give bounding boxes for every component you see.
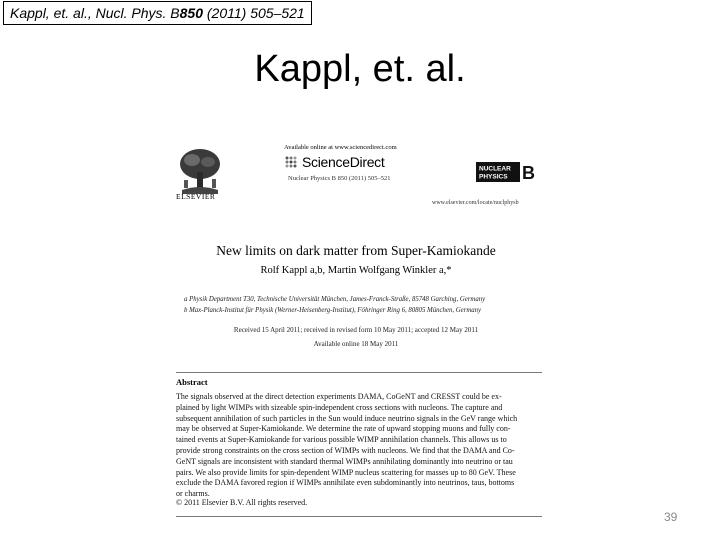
journal-logo-line-1: NUCLEAR [479,165,511,173]
citation-volume: 850 [179,5,203,21]
journal-logo-line-2: PHYSICS [479,173,508,181]
sciencedirect-logo [284,154,384,170]
citation-prefix: Kappl, et. al., Nucl. Phys. B [10,5,180,21]
abstract-line: exclude the DAMA favored region if WIMPs annihilate even subdominantly into neutrinos, taus, bottoms [176,478,515,488]
paper-screenshot [170,140,542,518]
abstract-line: or charms. [176,489,210,499]
abstract-line: The signals observed at the direct detection experiments DAMA, CoGeNT and CRESST could be ex- [176,392,502,401]
sciencedirect-dots-icon [284,155,298,169]
journal-url: www.elsevier.com/locate/nuclphysb [432,200,519,206]
available-online-text: Available online at www.sciencedirect.com [284,144,397,151]
abstract-line: GeNT signals are inconsistent with standard thermal WIMPs annihilating dominantly into neutrino or tau [176,456,513,466]
publisher-name: ELSEVIER [176,192,216,201]
abstract-line: pairs. We also provide limits for spin-dependent WIMP nucleus scattering for masses up to 80 GeV. These [176,467,516,477]
copyright-notice: © 2011 Elsevier B.V. All rights reserved. [176,498,308,507]
affiliation-a: a Physik Department T30, Technische Universität München, James-Franck-Straße, 85748 Garching, Germany [184,296,486,303]
nuclear-physics-b-logo [476,162,536,182]
abstract-line: provide strong constraints on the cross section of WIMPs with nucleons. We find that the DAMA and Co- [176,445,515,455]
abstract-line: may be observed at Super-Kamiokande. We determine the rate of upward stopping muons and fully con- [176,424,511,434]
affiliation-b: b Max-Planck-Institut für Physik (Werner-Heisenberg-Institut), Föhringer Ring 6, 80805 München, Germany [184,307,482,314]
abstract-heading: Abstract [176,377,208,387]
sciencedirect-name: ScienceDirect [302,154,385,170]
citation-box [3,1,312,25]
received-dates: Received 15 April 2011; received in revised form 10 May 2011; accepted 12 May 2011 [233,326,479,334]
abstract-line: plained by light WIMPs with sizeable spin-independent cross sections with nucleons. The capture and [176,402,503,412]
journal-masthead [170,140,542,210]
abstract-body [176,392,542,500]
journal-logo-letter: B [522,163,535,182]
abstract-line: tained events at Super-Kamiokande for various possible WIMP annihilation channels. This allows us to [176,435,507,445]
paper-authors: Rolf Kappl a,b, Martin Wolfgang Winkler a,* [260,265,452,276]
abstract-line: subsequent annihilation of such particles in the Sun would induce neutrino signals in the GeV range which [176,413,518,423]
elsevier-tree-logo [176,146,224,194]
abstract-bottom-rule [176,516,542,517]
citation-suffix: (2011) 505–521 [203,5,305,21]
abstract-top-rule [176,372,542,373]
available-online-date: Available online 18 May 2011 [313,340,399,348]
journal-reference: Nuclear Physics B 850 (2011) 505–521 [288,175,391,182]
page-number: 39 [664,510,678,524]
paper-title: New limits on dark matter from Super-Kamiokande [216,243,496,258]
slide-title: Kappl, et. al. [254,48,466,90]
